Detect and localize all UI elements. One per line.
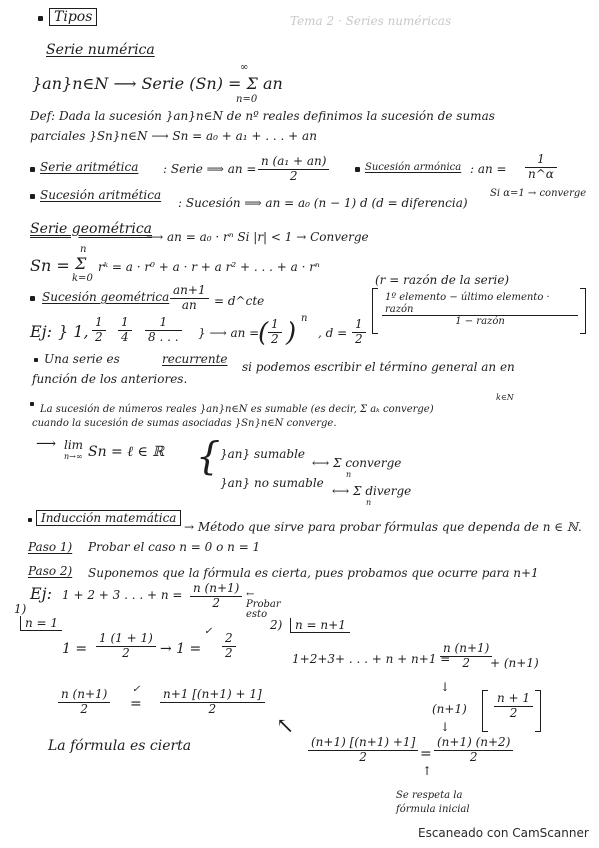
- final-equals: =: [420, 746, 432, 762]
- fraction-denominator: 2: [212, 595, 220, 610]
- case-1-lhs: 1 =: [62, 641, 88, 657]
- sucesion-armonica-note: Si α=1 → converge: [490, 188, 587, 199]
- bullet-dot: [30, 167, 35, 172]
- final-up-arrow: ↑: [422, 764, 433, 778]
- case-2-fraction: [440, 642, 492, 671]
- case-2-left: }an} no sumable: [220, 476, 324, 490]
- page-title: Tipos: [49, 8, 97, 26]
- case-2-bracket-fraction: [494, 692, 533, 721]
- definition-line-1: Def: Dada la sucesión }an}n∈N de nº reales definimos la sucesión de sumas: [30, 109, 495, 123]
- induccion-example-note: ← Probar esto: [246, 589, 281, 620]
- limit-arrow: ⟶: [36, 436, 57, 452]
- sumable-line-1: La sucesión de números reales }an}n∈N es sumable (es decir, Σ aₖ converge): [40, 404, 434, 415]
- final-note-1: Se respeta la: [396, 790, 463, 801]
- fraction-denominator: 4: [121, 329, 129, 344]
- serie-geometrica-heading: Serie geométrica: [30, 221, 153, 237]
- sum-bottom: k=0: [72, 273, 93, 284]
- sucesion-aritmetica-label: Sucesión aritmética: [40, 188, 162, 202]
- induccion-example-label: Ej:: [30, 584, 53, 603]
- definition-line-2: parciales }Sn}n∈N ⟶ Sn = a₀ + a₁ + . . . + an: [30, 129, 317, 143]
- fraction-numerator: 1: [271, 317, 279, 331]
- example-label: Ej:: [30, 322, 53, 341]
- case-2-sub: n: [366, 498, 372, 507]
- cases-brace: {: [196, 434, 221, 478]
- recurrente-line-2: función de los anteriores.: [32, 372, 188, 386]
- down-arrow: ↓: [440, 720, 451, 734]
- limit-expression: Sn = ℓ ∈ ℝ: [88, 444, 164, 460]
- fraction-numerator: an+1: [173, 283, 206, 297]
- case-1-sub: n: [346, 470, 352, 479]
- fraction-numerator: n (a₁ + an): [261, 154, 327, 168]
- sucesion-geometrica-fraction: [170, 284, 209, 313]
- left-result-fraction: [160, 688, 265, 717]
- example-fraction: [145, 316, 182, 345]
- bracket-left: [372, 288, 378, 334]
- induccion-label: Inducción matemática: [36, 510, 181, 526]
- limit-word: lim: [64, 438, 84, 452]
- case-2-plus: + (n+1): [490, 656, 539, 670]
- fraction-numerator: 2: [225, 631, 233, 645]
- sum-top: ∞: [240, 62, 249, 73]
- bullet-dot: [355, 167, 360, 172]
- case-1-result-fraction: [222, 632, 236, 661]
- paren-right: ): [286, 318, 297, 348]
- fraction-denominator: 2: [359, 749, 367, 764]
- final-left-fraction: [308, 736, 418, 765]
- fraction-denominator: 8 . . .: [148, 329, 179, 344]
- case-1-number: 1): [14, 602, 27, 616]
- example-exponent: n: [301, 313, 308, 324]
- bullet-dot: [30, 402, 34, 406]
- fraction-denominator: 2: [225, 645, 233, 660]
- sum-bottom: n=0: [236, 94, 258, 105]
- fraction-denominator: 1 − razón: [455, 316, 505, 327]
- left-equals: =: [130, 696, 142, 712]
- paso-2-label: Paso 2): [28, 564, 73, 578]
- arrow-up-left: ↖: [276, 714, 295, 739]
- bracket-right: [535, 690, 541, 732]
- case-1-left: }an} sumable: [220, 447, 306, 461]
- case-2-number: 2): [270, 618, 283, 632]
- fraction-denominator: n^α: [528, 166, 554, 181]
- case-1-box: n = 1: [20, 616, 62, 631]
- serie-aritmetica-text: : Serie ⟹ an =: [163, 162, 257, 176]
- fraction-denominator: 2: [469, 749, 478, 764]
- fraction-numerator: n (n+1): [61, 687, 108, 701]
- sucesion-aritmetica-text: : Sucesión ⟹ an = a₀ (n − 1) d (d = diferencia): [178, 196, 468, 210]
- example-arrow: } ⟶ an =: [198, 326, 260, 340]
- check-mark: ✓: [132, 684, 141, 695]
- case-2-box: n = n+1: [290, 618, 350, 633]
- fraction-denominator: 2: [80, 701, 88, 716]
- fraction-numerator: 1: [121, 315, 129, 329]
- case-2-expr: 1+2+3+ . . . + n + n+1 =: [292, 652, 451, 666]
- fraction-numerator: n (n+1): [443, 641, 490, 655]
- geometric-sum-note: (r = razón de la serie): [375, 273, 510, 287]
- sigma-symbol: Σ: [75, 254, 87, 273]
- fraction-denominator: 2: [289, 168, 298, 183]
- paso-1-text: Probar el caso n = 0 o n = 1: [88, 540, 261, 554]
- down-arrow: ↓: [440, 680, 451, 694]
- fraction-numerator: n (n+1): [193, 581, 240, 595]
- sucesion-armonica-label: Sucesión armónica: [365, 162, 462, 173]
- bracket-right: [580, 288, 586, 334]
- fraction-denominator: 2: [462, 655, 470, 670]
- recurrente-text-a: Una serie es: [44, 352, 120, 366]
- induccion-text: → Método que sirve para probar fórmulas que dependa de n ∈ ℕ.: [184, 520, 582, 534]
- bullet-dot: [30, 296, 35, 301]
- example-base-fraction: [268, 318, 282, 347]
- bullet-dot: [38, 16, 43, 21]
- fraction-denominator: an: [181, 297, 197, 312]
- serie-numerica-heading: Serie numérica: [46, 42, 155, 58]
- fraction-numerator: (n+1) [(n+1) +1]: [311, 735, 416, 749]
- fraction-denominator: 2: [95, 329, 103, 344]
- paso-1-label: Paso 1): [28, 540, 73, 554]
- induccion-example-expr: 1 + 2 + 3 . . . + n =: [62, 588, 183, 602]
- faded-header-text: Tema 2 · Series numéricas: [290, 14, 452, 28]
- conclusion-text: La fórmula es cierta: [48, 738, 192, 754]
- example-d: , d =: [318, 326, 348, 340]
- serie-aritmetica-fraction: [258, 155, 329, 184]
- recurrente-text-b: si podemos escribir el término general an en: [242, 360, 515, 374]
- sum-top: n: [80, 244, 87, 255]
- fraction-denominator: 2: [271, 331, 279, 346]
- fraction-numerator: 1: [537, 152, 545, 166]
- serie-numerica-formula: }an}n∈N ⟶ Serie (Sn) = Σ an: [32, 74, 283, 93]
- fraction-numerator: (n+1) (n+2): [437, 735, 511, 749]
- sucesion-geometrica-label: Sucesión geométrica: [42, 290, 170, 304]
- fraction-numerator: 1: [159, 315, 168, 329]
- example-sequence-start: } 1,: [58, 322, 89, 341]
- paso-2-text: Suponemos que la fórmula es cierta, pues probamos que ocurre para n+1: [88, 566, 539, 580]
- fraction-numerator: n + 1: [497, 691, 531, 705]
- fraction-numerator: 1: [95, 315, 103, 329]
- fraction-denominator: 2: [208, 701, 217, 716]
- serie-geometrica-formula: ⟶ an = a₀ · rⁿ Si |r| < 1 → Converge: [146, 230, 369, 244]
- example-d-fraction: [352, 318, 366, 347]
- bullet-dot: [30, 194, 35, 199]
- fraction-denominator: 2: [122, 645, 130, 660]
- fraction-numerator: n+1 [(n+1) + 1]: [163, 687, 262, 701]
- limit-subscript: n→∞: [64, 452, 83, 461]
- case-2-mid: (n+1): [432, 702, 467, 716]
- case-2-right: ⟷ Σ diverge: [332, 484, 412, 498]
- sum-formula-fraction: [382, 292, 578, 328]
- case-1-arrow: → 1 =: [160, 641, 202, 657]
- fraction-denominator: 2: [509, 705, 518, 720]
- example-fraction: [118, 316, 132, 345]
- recurrente-word: recurrente: [162, 352, 228, 366]
- scanner-footer: Escaneado con CamScanner: [418, 826, 589, 840]
- example-fraction: [92, 316, 106, 345]
- geometric-sum-lhs: Sn =: [30, 256, 70, 275]
- fraction-numerator: 1: [355, 317, 363, 331]
- check-mark: ✓: [204, 626, 213, 637]
- paren-left: (: [258, 318, 269, 348]
- serie-aritmetica-label: Serie aritmética: [40, 160, 139, 174]
- sucesion-armonica-fraction: [525, 153, 557, 182]
- fraction-numerator: 1º elemento − último elemento · razón: [385, 292, 550, 315]
- geometric-sum-expression: rᵏ = a · r⁰ + a · r + a r² + . . . + a · rⁿ: [98, 260, 320, 274]
- induccion-example-fraction: [190, 582, 242, 611]
- sumable-superscript: k∈N: [496, 393, 514, 402]
- final-note-2: fórmula inicial: [396, 804, 470, 815]
- fraction-denominator: 2: [355, 331, 363, 346]
- sumable-line-2: cuando la sucesión de sumas asociadas }Sn}n∈N converge.: [32, 418, 337, 429]
- bracket-left: [482, 690, 488, 732]
- left-fraction: [58, 688, 110, 717]
- final-right-fraction: [434, 736, 513, 765]
- case-1-right: ⟷ Σ converge: [312, 456, 402, 470]
- case-1-fraction: [96, 632, 156, 661]
- sucesion-geometrica-eq: = d^cte: [214, 294, 265, 308]
- bullet-dot: [28, 518, 32, 522]
- fraction-numerator: 1 (1 + 1): [99, 631, 153, 645]
- bullet-dot: [34, 358, 38, 362]
- sucesion-armonica-text: : an =: [470, 162, 507, 176]
